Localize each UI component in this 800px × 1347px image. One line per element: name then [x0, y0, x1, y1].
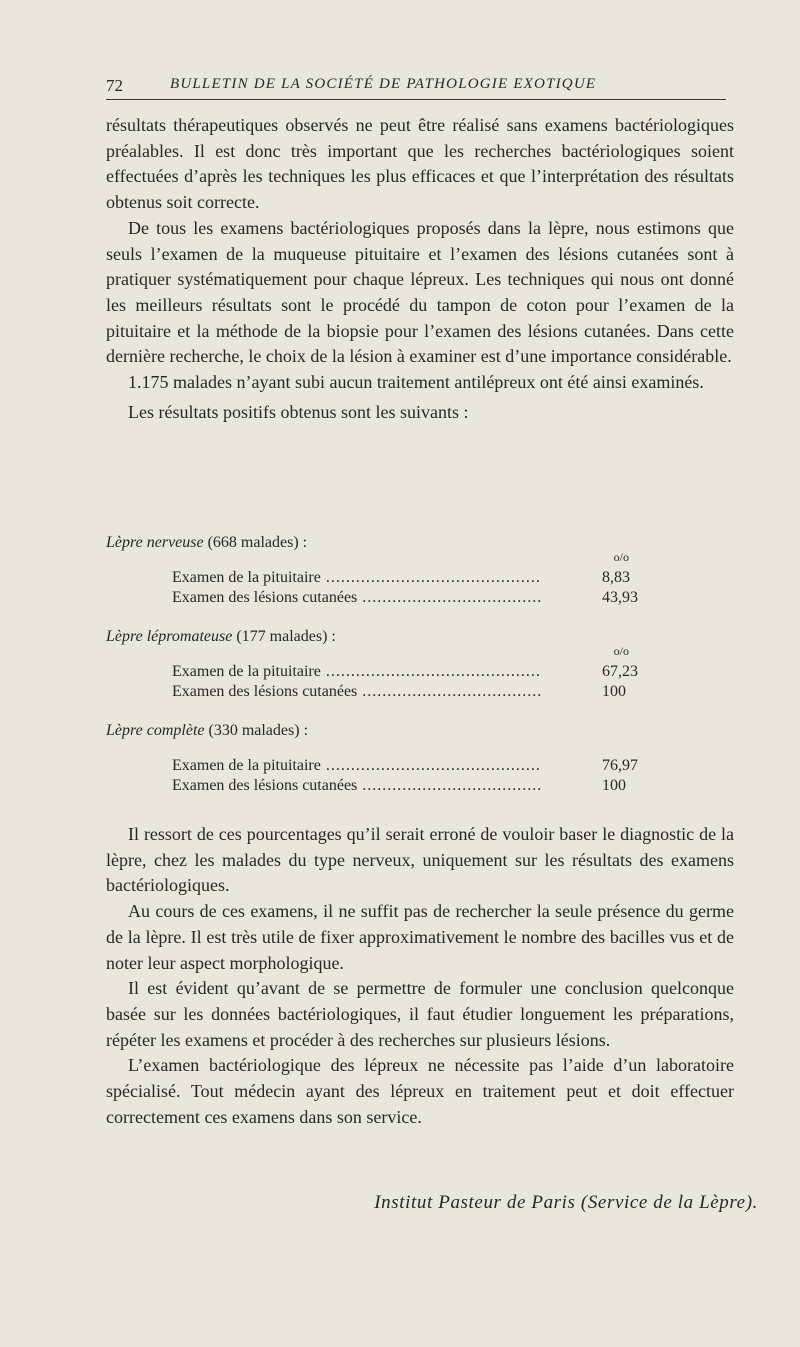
- paragraph: Il ressort de ces pourcentages qu’il serait erroné de vouloir baser le diagnostic de la lèpre, chez les malades du type nerveux, uniquement sur les résultats des examens bactériologiques.: [106, 824, 734, 896]
- paragraph: Les résultats positifs obtenus sont les suivants :: [128, 401, 469, 422]
- row-label: Examen de la pituitaire .....: [172, 756, 542, 776]
- percent-unit: o/o: [613, 644, 629, 658]
- page-number: 72: [106, 76, 123, 95]
- stats-row: [106, 756, 726, 776]
- group-count: (177 malades) :: [236, 628, 336, 645]
- row-label: Examen de la pituitaire .....: [172, 568, 542, 588]
- stats-group: [106, 626, 726, 702]
- stats-row: [106, 776, 726, 796]
- signature: Institut Pasteur de Paris (Service de la Lèpre).: [374, 1192, 758, 1213]
- row-value: 8,83: [602, 569, 630, 586]
- group-type-name: Lèpre complète: [106, 722, 205, 739]
- group-count: (330 malades) :: [208, 722, 309, 739]
- row-value: 67,23: [602, 663, 638, 680]
- stats-row: [106, 662, 726, 682]
- paragraph: Au cours de ces examens, il ne suffit pas de rechercher la seule présence du germe de la lèpre. Il est très utile de fixer approximativement le nombre des bacilles vus et de noter leur aspect morphologique.: [106, 901, 734, 973]
- results-table: [106, 532, 726, 812]
- row-value: 43,93: [602, 589, 638, 606]
- percent-unit: o/o: [613, 550, 629, 564]
- stats-row: [106, 588, 726, 608]
- row-value: 100: [602, 683, 626, 700]
- row-label: Examen des lésions cutanées .....: [172, 776, 542, 796]
- group-title: [106, 626, 726, 648]
- header-rule: [106, 99, 726, 100]
- closing-text: [106, 822, 734, 1130]
- row-value: 76,97: [602, 757, 638, 774]
- group-title: [106, 720, 726, 742]
- paragraph: 1.175 malades n’ayant subi aucun traitement antilépreux ont été ainsi examinés.: [128, 372, 704, 393]
- row-label: Examen des lésions cutanées .....: [172, 682, 542, 702]
- running-header: [106, 70, 726, 100]
- group-type-name: Lèpre nerveuse: [106, 534, 204, 551]
- row-value: 100: [602, 777, 626, 794]
- group-type-name: Lèpre lépromateuse: [106, 628, 233, 645]
- body-text: [106, 113, 734, 425]
- paragraph: Il est évident qu’avant de se permettre de formuler une conclusion quelconque basée sur les données bactériologiques, il faut étudier longuement les préparations, répéter les examens et procéder à des recherches sur plusieurs lésions.: [106, 978, 734, 1050]
- running-title: BULLETIN DE LA SOCIÉTÉ DE PATHOLOGIE EXOTIQUE: [170, 76, 597, 92]
- stats-group: [106, 720, 726, 796]
- stats-row: [106, 568, 726, 588]
- row-label: Examen de la pituitaire .....: [172, 662, 542, 682]
- paragraph: De tous les examens bactériologiques proposés dans la lèpre, nous estimons que seuls l’examen de la muqueuse pituitaire et l’examen des lésions cutanées sont à pratiquer systématiquement pour chaque lépreux. Les techniques qui nous ont donné les meilleurs résultats sont le procédé du tampon de coton pour l’examen de la pituitaire et la méthode de la biopsie pour l’examen des lésions cutanées. Dans cette dernière recherche, le choix de la lésion à examiner est d’une importance considérable.: [106, 217, 734, 367]
- stats-row: [106, 682, 726, 702]
- row-label: Examen des lésions cutanées .....: [172, 588, 542, 608]
- group-title: [106, 532, 726, 554]
- group-count: (668 malades) :: [207, 534, 308, 551]
- paragraph: L’examen bactériologique des lépreux ne nécessite pas l’aide d’un laboratoire spécialisé. Tout médecin ayant des lépreux en traitement peut et doit effectuer correctement ces examens dans son service.: [106, 1055, 734, 1127]
- paragraph: résultats thérapeutiques observés ne peut être réalisé sans examens bactériologiques préalables. Il est donc très important que les recherches bactériologiques soient effectuées d’après les techniques les plus efficaces et que l’interprétation des résultats obtenus soit correcte.: [106, 115, 734, 213]
- stats-group: [106, 532, 726, 608]
